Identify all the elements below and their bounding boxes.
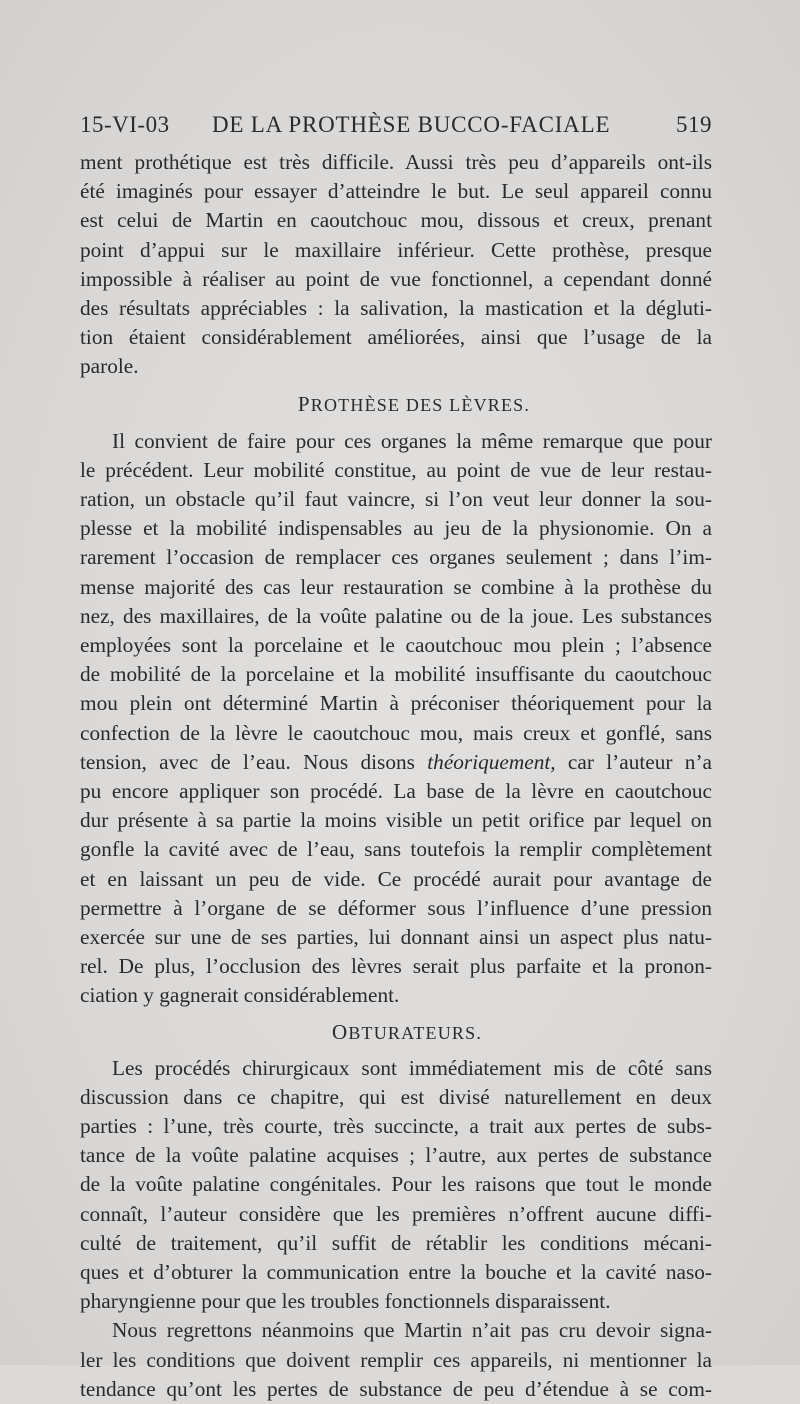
text-line: des résultats appréciables : la salivation, la mastication et la dégluti- [80,295,712,320]
text-line: est celui de Martin en caoutchouc mou, dissous et creux, prenant [80,208,712,233]
text-line: ciation y gagnerait considérablement. [80,983,400,1008]
text-line: ment prothétique est très difficile. Aussi très peu d’appareils ont-ils [80,150,712,174]
text-line: le précédent. Leur mobilité constitue, au point de vue de leur restau- [80,457,712,482]
text-line: nez, des maxillaires, de la voûte palatine ou de la joue. Les substances [80,603,712,628]
text-line: mense majorité des cas leur restauration se combine à la prothèse du [80,574,712,599]
italic-word: théoriquement, [427,749,556,774]
text-line: rarement l’occasion de remplacer ces organes seulement ; dans l’im- [80,545,712,570]
heading-rest: ROTHÈSE DES LÈVRES. [310,394,531,415]
text-line: de mobilité de la porcelaine et la mobilité insuffisante du caoutchouc [80,662,712,687]
text-line: ration, un obstacle qu’il faut vaincre, si l’on veut leur donner la sou- [80,487,712,512]
heading-rest: BTURATEURS. [348,1023,483,1044]
paragraph-3 [80,1054,712,1317]
text-fragment: car l’auteur n’a [555,749,713,774]
text-fragment: tension, avec de l’eau. Nous disons [80,749,428,774]
text-line: pharyngienne pour que les troubles fonctionnels disparaissent. [80,1289,611,1314]
text-line: Les procédés chirurgicaux sont immédiatement mis de côté sans [112,1055,712,1080]
section-heading-obturateurs [80,1018,712,1047]
section-heading-prothese-levres [80,390,712,419]
page-number: 519 [676,112,712,137]
text-line: parole. [80,354,139,379]
text-line: mou plein ont déterminé Martin à préconiser théoriquement pour la [80,691,712,716]
text-line: exercée sur une de ses parties, lui donnant ainsi un aspect plus natu- [80,924,712,949]
text-line: tendance qu’ont les pertes de substance de peu d’étendue à se com- [80,1376,712,1401]
text-line-with-italic [80,748,712,777]
text-line: impossible à réaliser au point de vue fonctionnel, a cependant donné [80,266,712,291]
text-line: employées sont la porcelaine et le caoutchouc mou plein ; l’absence [80,633,712,657]
body-text [80,148,712,1404]
running-head-title: DE LA PROTHÈSE BUCCO-FACIALE [212,112,611,137]
text-line: plesse et la mobilité indispensables au jeu de la physionomie. On a [80,516,712,541]
text-line: discussion dans ce chapitre, qui est divisé naturellement en deux [80,1084,712,1109]
paragraph-4 [80,1316,712,1404]
text-line: Il convient de faire pour ces organes la même remarque que pour [112,428,712,453]
heading-initial: P [297,391,311,416]
text-line: de la voûte palatine congénitales. Pour les raisons que tout le monde [80,1172,712,1197]
text-line: tance de la voûte palatine acquises ; l’autre, aux pertes de substance [80,1143,712,1168]
paragraph-2 [80,427,712,1011]
text-line: été imaginés pour essayer d’atteindre le but. Le seul appareil connu [80,179,712,204]
text-line: ler les conditions que doivent remplir ces appareils, ni mentionner la [80,1347,712,1372]
text-line: dur présente à sa partie la moins visible un petit orifice par lequel on [80,808,712,833]
text-line: gonfle la cavité avec de l’eau, sans toutefois la remplir complètement [80,837,712,862]
running-head [80,112,712,146]
text-line: pu encore appliquer son procédé. La base de la lèvre en caoutchouc [80,778,712,803]
text-line: culté de traitement, qu’il suffit de rétablir les conditions mécani- [80,1230,712,1255]
running-head-date: 15-VI-03 [80,112,170,137]
text-line: confection de la lèvre le caoutchouc mou, mais creux et gonflé, sans [80,720,712,745]
text-line: et en laissant un peu de vide. Ce procédé aurait pour avantage de [80,866,712,891]
text-line: Nous regrettons néanmoins que Martin n’ait pas cru devoir signa- [112,1318,712,1343]
heading-initial: O [331,1020,349,1045]
paragraph-1 [80,148,712,382]
text-line: permettre à l’organe de se déformer sous l’influence d’une pression [80,895,712,920]
text-line: ques et d’obturer la communication entre la bouche et la cavité naso- [80,1259,712,1284]
text-line: parties : l’une, très courte, très succincte, a trait aux pertes de subs- [80,1114,712,1138]
text-line: point d’appui sur le maxillaire inférieur. Cette prothèse, presque [80,237,712,262]
text-line: connaît, l’auteur considère que les premières n’offrent aucune diffi- [80,1201,712,1226]
text-line: tion étaient considérablement améliorées, ainsi que l’usage de la [80,325,712,350]
text-line: rel. De plus, l’occlusion des lèvres serait plus parfaite et la pronon- [80,954,712,979]
